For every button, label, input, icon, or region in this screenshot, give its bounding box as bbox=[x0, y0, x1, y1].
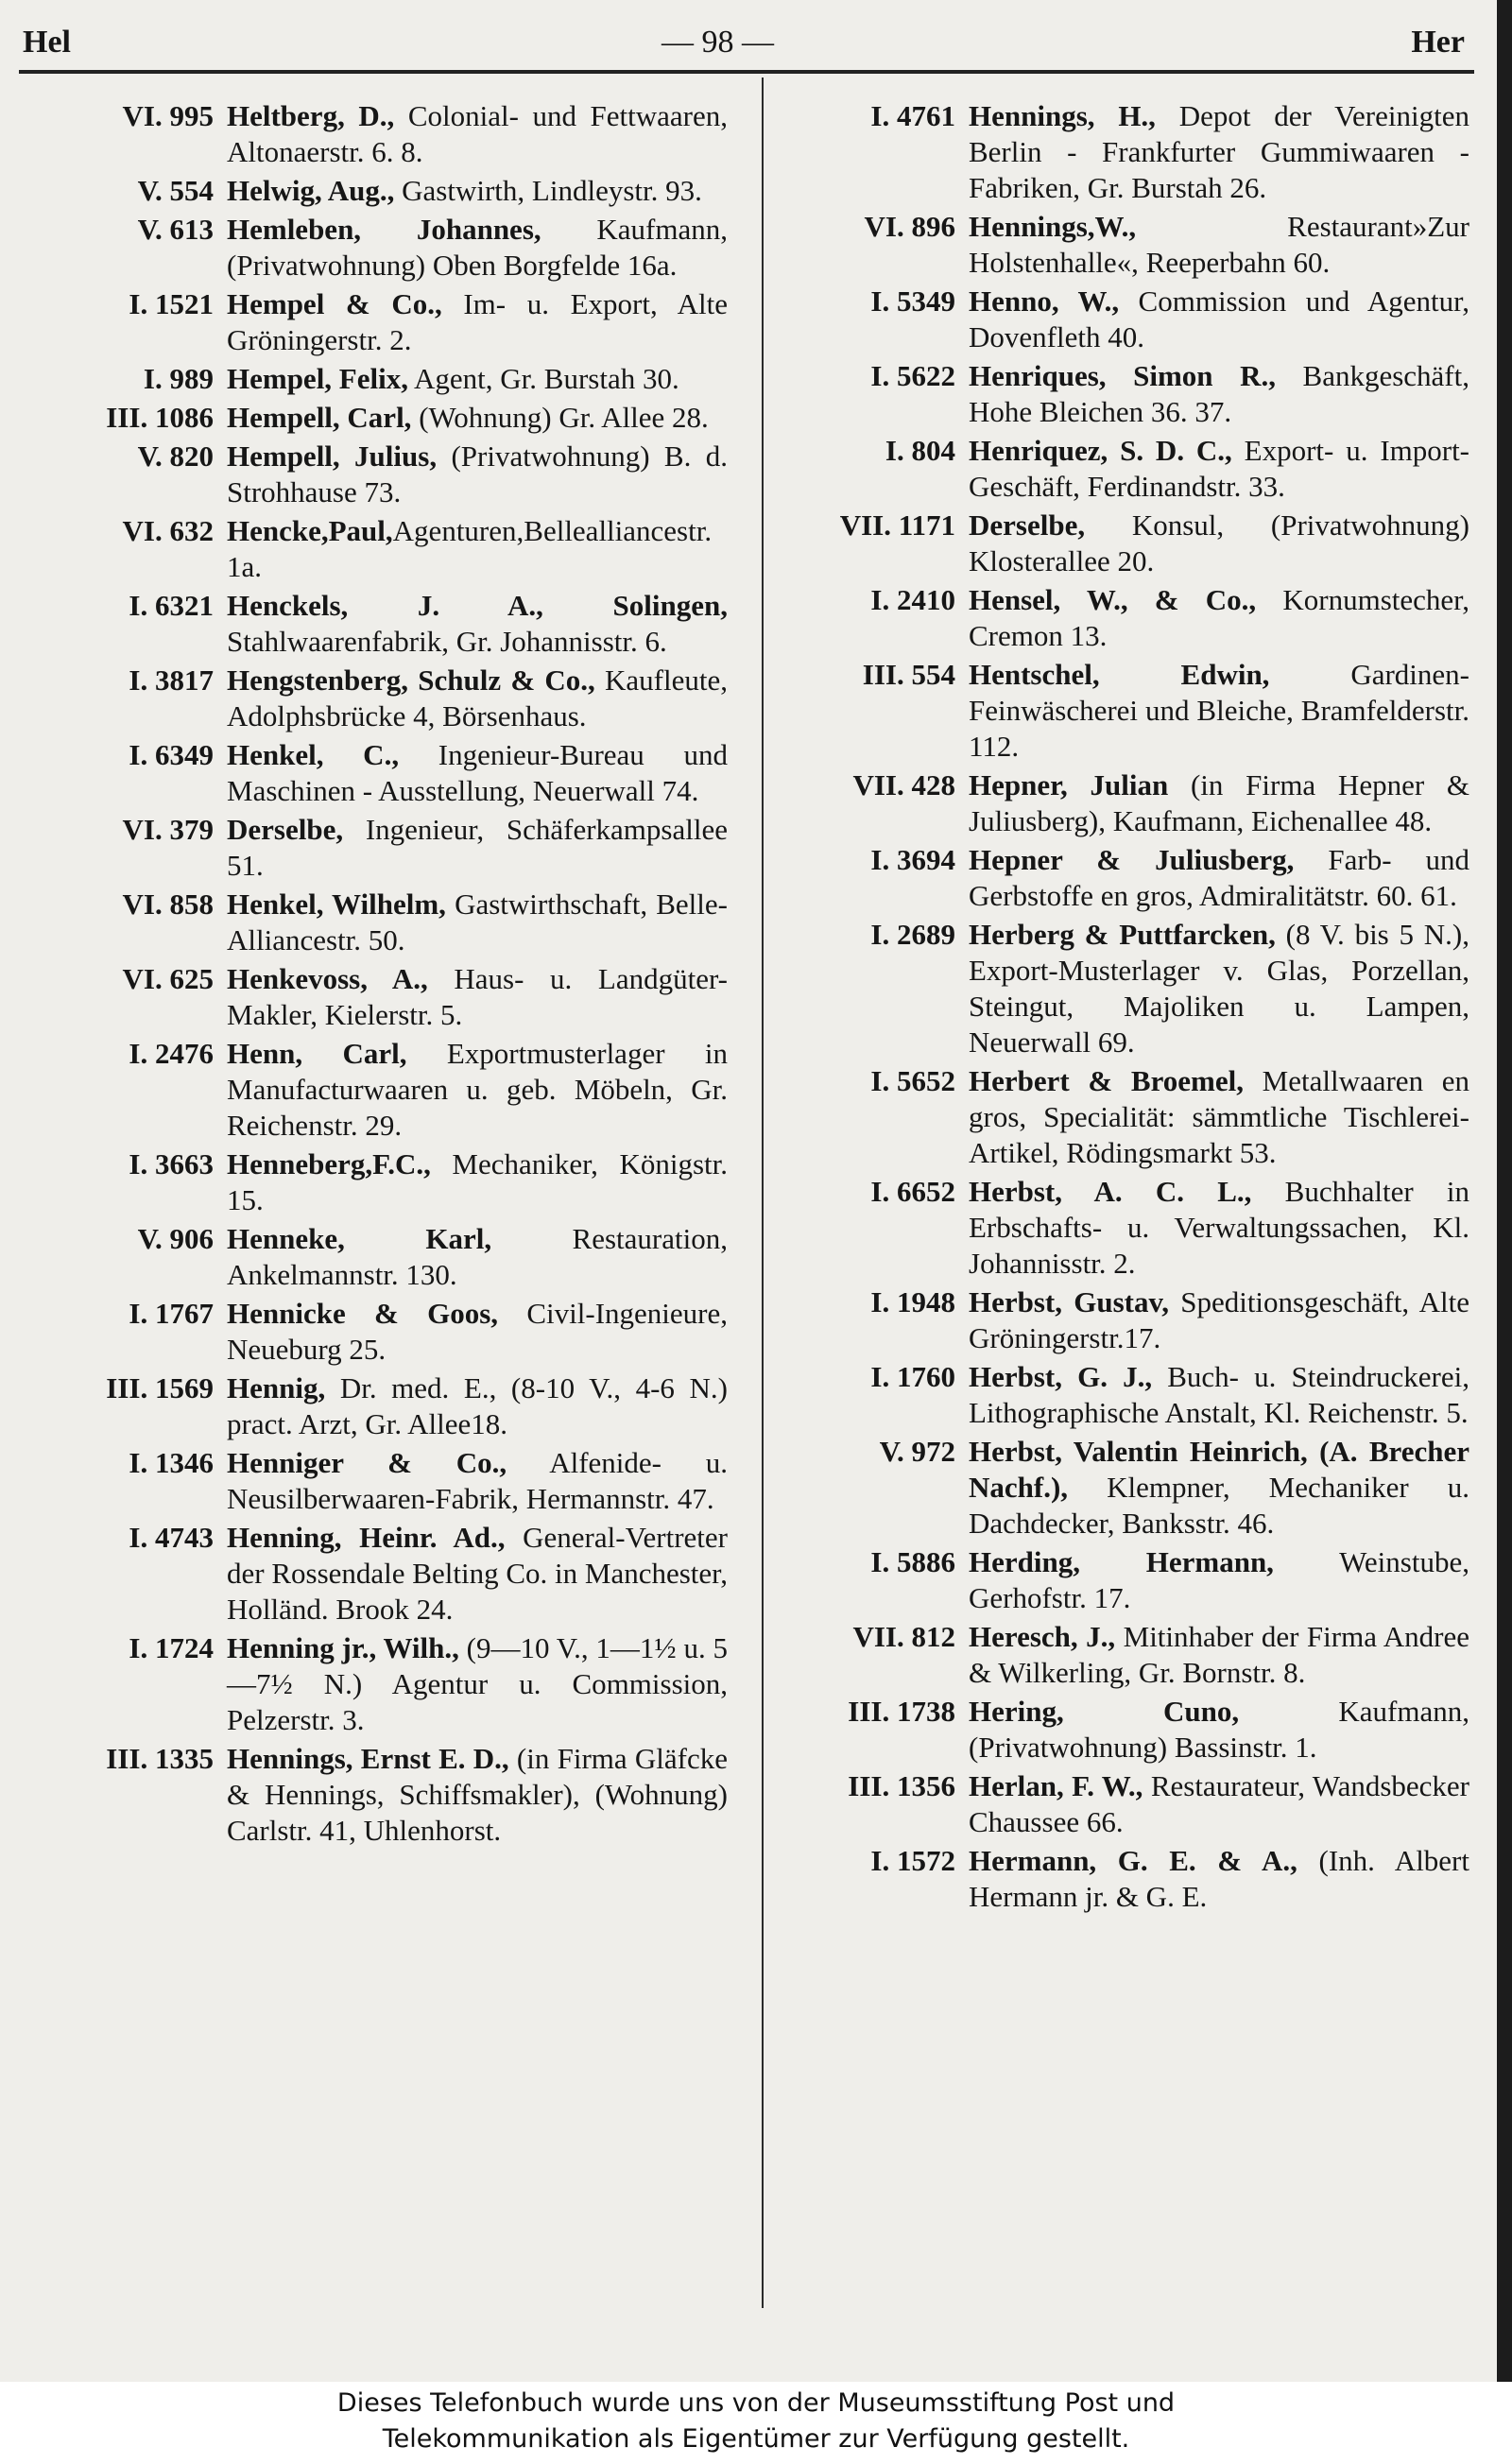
directory-entry bbox=[770, 508, 1469, 579]
directory-entry bbox=[28, 663, 728, 734]
phone-number: V. 554 bbox=[137, 174, 214, 207]
entry-details: Gastwirth, Lindleystr. 93. bbox=[394, 174, 702, 207]
entry-text bbox=[969, 284, 1469, 355]
entry-name: Herberg & Puttfarcken, bbox=[969, 918, 1276, 951]
directory-entry bbox=[770, 1619, 1469, 1691]
entry-name: Hering, Cuno, bbox=[969, 1695, 1240, 1728]
entry-details: Kaufmann, (Privatwohnung) Oben Borgfelde 16a. bbox=[227, 213, 729, 282]
entry-text bbox=[969, 508, 1469, 579]
directory-entry bbox=[28, 737, 728, 809]
entry-details: Ingenieur-Bureau und Maschinen - Ausstellung, Neuerwall 74. bbox=[227, 738, 728, 807]
entry-name: Henckels, J. A., Solingen, bbox=[227, 589, 728, 622]
entry-details: Konsul, (Privatwohnung) Klosterallee 20. bbox=[969, 508, 1469, 577]
entry-text bbox=[227, 361, 728, 397]
phone-number: III. 1086 bbox=[106, 401, 214, 434]
entry-details: Depot der Vereinigten Berlin - Frankfurter Gummiwaaren - Fabriken, Gr. Burstah 26. bbox=[969, 99, 1469, 204]
directory-entry bbox=[770, 582, 1469, 654]
phone-number: I. 1760 bbox=[870, 1360, 955, 1393]
entry-name: Hempel, Felix, bbox=[227, 362, 408, 395]
entry-text bbox=[227, 173, 728, 209]
directory-entry bbox=[770, 209, 1469, 281]
entry-details: Exportmusterlager in Manufacturwaaren u. geb. Möbeln, Gr. Reichenstr. 29. bbox=[227, 1037, 728, 1142]
phone-number: I. 804 bbox=[885, 434, 955, 467]
entry-text bbox=[227, 400, 728, 436]
entry-name: Hermann, G. E. & A., bbox=[969, 1844, 1297, 1877]
entry-details: Restauration, Ankelmannstr. 130. bbox=[227, 1222, 728, 1291]
entry-details: Farb- und Gerbstoffe en gros, Admiralitätstr. 60. 61. bbox=[969, 843, 1469, 912]
entry-text bbox=[227, 1036, 728, 1144]
phone-number: I. 1521 bbox=[129, 287, 214, 320]
entry-details: Gardinen-Feinwäscherei und Bleiche, Bramfelderstr. 112. bbox=[969, 658, 1470, 763]
phone-number: I. 5349 bbox=[870, 284, 955, 318]
entry-details: Commission und Agentur, Dovenfleth 40. bbox=[969, 284, 1470, 353]
phone-number: VI. 858 bbox=[122, 887, 214, 921]
entry-name: Henning, Heinr. Ad., bbox=[227, 1521, 506, 1554]
phone-number: V. 906 bbox=[137, 1222, 214, 1255]
entry-name: Henkevoss, A., bbox=[227, 962, 428, 995]
directory-entry bbox=[28, 1741, 728, 1849]
directory-entry bbox=[28, 361, 728, 397]
entry-name: Herbst, Valentin Heinrich, (A. Brecher Nachf.), bbox=[969, 1435, 1469, 1504]
directory-entry bbox=[28, 1036, 728, 1144]
entry-details: (Wohnung) Gr. Allee 28. bbox=[411, 401, 709, 434]
entry-text bbox=[227, 737, 728, 809]
phone-number: I. 1724 bbox=[129, 1631, 214, 1664]
entry-details: (8 V. bis 5 N.), Export-Musterlager v. Glas, Porzellan, Steingut, Majoliken u. Lampen, Neuerwall 69. bbox=[969, 918, 1470, 1059]
entry-details: Klempner, Mechaniker u. Dachdecker, Banksstr. 46. bbox=[969, 1471, 1469, 1540]
entry-name: Heltberg, D., bbox=[227, 99, 395, 132]
entry-text bbox=[227, 887, 728, 958]
entry-name: Henn, Carl, bbox=[227, 1037, 407, 1070]
directory-entry bbox=[28, 173, 728, 209]
directory-entry bbox=[28, 98, 728, 170]
directory-entry bbox=[770, 1284, 1469, 1356]
directory-entry bbox=[28, 439, 728, 510]
entry-text bbox=[969, 1359, 1469, 1431]
entry-text bbox=[969, 1694, 1469, 1766]
directory-entry bbox=[28, 887, 728, 958]
entry-text bbox=[227, 663, 728, 734]
directory-entry bbox=[770, 1843, 1469, 1915]
entry-name: Herbst, G. J., bbox=[969, 1360, 1153, 1393]
directory-entry bbox=[28, 812, 728, 884]
entry-text bbox=[227, 1221, 728, 1293]
entry-details: Restaurateur, Wandsbecker Chaussee 66. bbox=[969, 1769, 1469, 1838]
entry-details: (in Firma Hepner & Juliusberg), Kaufmann, Eichenallee 48. bbox=[969, 768, 1470, 837]
phone-number: III. 1738 bbox=[848, 1695, 955, 1728]
entry-details: Agenturen,Bellealliancestr. 1a. bbox=[227, 514, 713, 583]
left-column bbox=[28, 98, 728, 1852]
directory-entry bbox=[770, 284, 1469, 355]
entry-text bbox=[227, 1146, 728, 1218]
header-right-keyword: Her bbox=[1411, 25, 1465, 60]
directory-entry bbox=[28, 961, 728, 1033]
entry-details: (Inh. Albert Hermann jr. & G. E. bbox=[969, 1844, 1469, 1913]
entry-text bbox=[227, 1741, 728, 1849]
directory-entry bbox=[770, 98, 1469, 206]
entry-name: Henriquez, S. D. C., bbox=[969, 434, 1232, 467]
phone-number: VI. 632 bbox=[122, 514, 214, 547]
phone-number: I. 989 bbox=[143, 362, 214, 395]
entry-name: Henniger & Co., bbox=[227, 1446, 507, 1479]
phone-number: V. 613 bbox=[137, 213, 214, 246]
entry-text bbox=[227, 286, 728, 358]
entry-name: Hennings, H., bbox=[969, 99, 1156, 132]
entry-details: Colonial- und Fettwaaren, Altonaerstr. 6. 8. bbox=[227, 99, 728, 168]
phone-number: I. 2476 bbox=[129, 1037, 214, 1070]
entry-name: Hencke,Paul, bbox=[227, 514, 393, 547]
entry-details: Metallwaaren en gros, Specialität: sämmtliche Tischlerei-Artikel, Rödingsmarkt 53. bbox=[969, 1064, 1470, 1169]
directory-entry bbox=[28, 1146, 728, 1218]
directory-entry bbox=[28, 513, 728, 585]
directory-entry bbox=[28, 400, 728, 436]
entry-details: Agent, Gr. Burstah 30. bbox=[407, 362, 679, 395]
entry-name: Hempell, Carl, bbox=[227, 401, 412, 434]
entry-text bbox=[227, 98, 728, 170]
entry-text bbox=[969, 1174, 1469, 1282]
entry-name: Herlan, F. W., bbox=[969, 1769, 1143, 1802]
phone-number: VI. 625 bbox=[122, 962, 214, 995]
entry-details: Mitinhaber der Firma Andree & Wilkerling, Gr. Bornstr. 8. bbox=[969, 1620, 1469, 1689]
entry-name: Herbert & Broemel, bbox=[969, 1064, 1244, 1097]
entry-text bbox=[969, 98, 1469, 206]
entry-details: Weinstube, Gerhofstr. 17. bbox=[969, 1545, 1469, 1614]
entry-name: Hennicke & Goos, bbox=[227, 1297, 499, 1330]
entry-text bbox=[969, 1619, 1469, 1691]
phone-number: I. 1572 bbox=[870, 1844, 955, 1877]
entry-text bbox=[969, 657, 1469, 765]
entry-text bbox=[969, 1284, 1469, 1356]
phone-number: I. 2689 bbox=[870, 918, 955, 951]
entry-name: Herding, Hermann, bbox=[969, 1545, 1274, 1578]
phone-number: III. 1356 bbox=[848, 1769, 955, 1802]
entry-text bbox=[227, 439, 728, 510]
footer-line-2: Telekommunikation als Eigentümer zur Verfügung gestellt. bbox=[382, 2424, 1130, 2454]
entry-name: Hempel & Co., bbox=[227, 287, 442, 320]
phone-number: VI. 379 bbox=[122, 813, 214, 846]
entry-name: Derselbe, bbox=[969, 508, 1086, 542]
phone-number: I. 6321 bbox=[129, 589, 214, 622]
entry-name: Hemleben, Johannes, bbox=[227, 213, 541, 246]
phone-number: I. 6652 bbox=[870, 1175, 955, 1208]
entry-details: Im- u. Export, Alte Gröningerstr. 2. bbox=[227, 287, 728, 356]
footer-line-1: Dieses Telefonbuch wurde uns von der Museumsstiftung Post und bbox=[336, 2388, 1176, 2418]
page-edge-shadow bbox=[1497, 0, 1512, 2382]
phone-number: I. 3694 bbox=[870, 843, 955, 876]
entry-details: Bankgeschäft, Hohe Bleichen 36. 37. bbox=[969, 359, 1469, 428]
entry-text bbox=[227, 1445, 728, 1517]
entry-details: Alfenide- u. Neusilberwaaren-Fabrik, Hermannstr. 47. bbox=[227, 1446, 728, 1515]
entry-details: General-Vertreter der Rossendale Belting Co. in Manchester, Holländ. Brook 24. bbox=[227, 1521, 728, 1626]
entry-text bbox=[969, 842, 1469, 914]
directory-entry bbox=[770, 358, 1469, 430]
phone-number: V. 820 bbox=[137, 439, 214, 473]
entry-text bbox=[969, 1434, 1469, 1542]
entry-details: Gastwirthschaft, Belle-Alliancestr. 50. bbox=[227, 887, 728, 956]
entry-name: Hepner, Julian bbox=[969, 768, 1169, 801]
entry-details: Kaufmann, (Privatwohnung) Bassinstr. 1. bbox=[969, 1695, 1470, 1764]
directory-entry bbox=[28, 286, 728, 358]
entry-details: Speditionsgeschäft, Alte Gröningerstr.17. bbox=[969, 1285, 1469, 1354]
entry-name: Henno, W., bbox=[969, 284, 1120, 318]
directory-entry bbox=[28, 212, 728, 284]
phone-number: VII. 812 bbox=[852, 1620, 955, 1653]
entry-text bbox=[969, 1843, 1469, 1915]
entry-name: Hempell, Julius, bbox=[227, 439, 438, 473]
entry-name: Hentschel, Edwin, bbox=[969, 658, 1270, 691]
entry-name: Hennings, Ernst E. D., bbox=[227, 1742, 509, 1775]
entry-name: Henneke, Karl, bbox=[227, 1222, 492, 1255]
entry-name: Hengstenberg, Schulz & Co., bbox=[227, 663, 595, 697]
entry-text bbox=[227, 1296, 728, 1368]
directory-entry bbox=[770, 1174, 1469, 1282]
phone-number: I. 5652 bbox=[870, 1064, 955, 1097]
directory-entry bbox=[770, 917, 1469, 1060]
directory-entry bbox=[770, 1544, 1469, 1616]
entry-details: Ingenieur, Schäferkampsallee 51. bbox=[227, 813, 728, 882]
entry-name: Derselbe, bbox=[227, 813, 344, 846]
entry-text bbox=[969, 917, 1469, 1060]
directory-entry bbox=[28, 1296, 728, 1368]
entry-text bbox=[227, 961, 728, 1033]
entry-text bbox=[227, 513, 728, 585]
entry-details: Export- u. Import-Geschäft, Ferdinandstr. 33. bbox=[969, 434, 1470, 503]
entry-text bbox=[227, 588, 728, 660]
phone-number: VII. 428 bbox=[852, 768, 955, 801]
phone-number: I. 3663 bbox=[129, 1147, 214, 1180]
phone-number: I. 6349 bbox=[129, 738, 214, 771]
directory-entry bbox=[770, 1434, 1469, 1542]
directory-entry bbox=[770, 1768, 1469, 1840]
entry-name: Henning jr., Wilh., bbox=[227, 1631, 459, 1664]
header-left-keyword: Hel bbox=[23, 25, 71, 60]
entry-name: Hennig, bbox=[227, 1371, 326, 1404]
directory-entry bbox=[28, 1221, 728, 1293]
directory-entry bbox=[770, 1359, 1469, 1431]
entry-details: Kaufleute, Adolphsbrücke 4, Börsenhaus. bbox=[227, 663, 728, 732]
entry-name: Heresch, J., bbox=[969, 1620, 1116, 1653]
phone-number: I. 5622 bbox=[870, 359, 955, 392]
entry-text bbox=[969, 433, 1469, 505]
entry-details: (9—10 V., 1—1½ u. 5—7½ N.) Agentur u. Commission, Pelzerstr. 3. bbox=[227, 1631, 728, 1736]
page-header bbox=[0, 17, 1512, 74]
directory-entry bbox=[28, 1445, 728, 1517]
entry-details: Buchhalter in Erbschafts- u. Verwaltungssachen, Kl. Johannisstr. 2. bbox=[969, 1175, 1470, 1280]
footer-notice bbox=[0, 2382, 1512, 2464]
phone-number: VI. 896 bbox=[864, 210, 955, 243]
directory-entry bbox=[770, 433, 1469, 505]
entry-text bbox=[227, 1520, 728, 1628]
phone-number: VII. 1171 bbox=[839, 508, 955, 542]
entry-details: (Privatwohnung) B. d. Strohhause 73. bbox=[227, 439, 728, 508]
entry-details: Restaurant»Zur Holstenhalle«, Reeperbahn 60. bbox=[969, 210, 1469, 279]
directory-entry bbox=[770, 767, 1469, 839]
directory-entry bbox=[28, 588, 728, 660]
directory-entry bbox=[28, 1370, 728, 1442]
entry-text bbox=[969, 358, 1469, 430]
entry-details: Buch- u. Steindruckerei, Lithographische Anstalt, Kl. Reichenstr. 5. bbox=[969, 1360, 1470, 1429]
entry-name: Hepner & Juliusberg, bbox=[969, 843, 1295, 876]
directory-entry bbox=[770, 842, 1469, 914]
phone-number: I. 4743 bbox=[129, 1521, 214, 1554]
phone-number: I. 1948 bbox=[870, 1285, 955, 1318]
entry-name: Hensel, W., & Co., bbox=[969, 583, 1257, 616]
entry-details: Civil-Ingenieure, Neueburg 25. bbox=[227, 1297, 728, 1366]
entry-name: Henriques, Simon R., bbox=[969, 359, 1276, 392]
entry-name: Henneberg,F.C., bbox=[227, 1147, 431, 1180]
directory-entry bbox=[28, 1520, 728, 1628]
entry-name: Henkel, Wilhelm, bbox=[227, 887, 446, 921]
entry-text bbox=[969, 1063, 1469, 1171]
entry-text bbox=[969, 582, 1469, 654]
entry-name: Helwig, Aug., bbox=[227, 174, 395, 207]
entry-name: Henkel, C., bbox=[227, 738, 400, 771]
phone-number: III. 1335 bbox=[106, 1742, 214, 1775]
entry-name: Herbst, A. C. L., bbox=[969, 1175, 1252, 1208]
entry-text bbox=[227, 812, 728, 884]
directory-entry bbox=[28, 1630, 728, 1738]
phone-number: I. 1767 bbox=[129, 1297, 214, 1330]
phone-number: V. 972 bbox=[879, 1435, 955, 1468]
header-rule bbox=[19, 70, 1474, 74]
entry-name: Hennings,W., bbox=[969, 210, 1137, 243]
directory-entry bbox=[770, 1063, 1469, 1171]
entry-details: (in Firma Gläfcke & Hennings, Schiffsmakler), (Wohnung) Carlstr. 41, Uhlenhorst. bbox=[227, 1742, 728, 1847]
entry-details: Haus- u. Landgüter-Makler, Kielerstr. 5. bbox=[227, 962, 728, 1031]
page-number: — 98 — bbox=[662, 25, 774, 60]
entry-text bbox=[969, 1544, 1469, 1616]
entry-text bbox=[969, 209, 1469, 281]
entry-text bbox=[227, 212, 728, 284]
entry-details: Kornumstecher, Cremon 13. bbox=[969, 583, 1469, 652]
phone-number: VI. 995 bbox=[122, 99, 214, 132]
phone-number: III. 1569 bbox=[106, 1371, 214, 1404]
phone-number: I. 4761 bbox=[870, 99, 955, 132]
column-divider bbox=[762, 78, 764, 2308]
phone-number: I. 1346 bbox=[129, 1446, 214, 1479]
entry-text bbox=[969, 1768, 1469, 1840]
phone-number: I. 3817 bbox=[129, 663, 214, 697]
directory-entry bbox=[770, 1694, 1469, 1766]
entry-details: Mechaniker, Königstr. 15. bbox=[227, 1147, 728, 1216]
phone-number: III. 554 bbox=[862, 658, 955, 691]
right-column bbox=[770, 98, 1469, 1918]
phone-number: I. 2410 bbox=[870, 583, 955, 616]
entry-text bbox=[227, 1370, 728, 1442]
entry-details: Dr. med. E., (8-10 V., 4-6 N.) pract. Arzt, Gr. Allee18. bbox=[227, 1371, 728, 1440]
entry-text bbox=[227, 1630, 728, 1738]
directory-entry bbox=[770, 657, 1469, 765]
phone-number: I. 5886 bbox=[870, 1545, 955, 1578]
entry-text bbox=[969, 767, 1469, 839]
entry-details: Stahlwaarenfabrik, Gr. Johannisstr. 6. bbox=[227, 625, 667, 658]
entry-name: Herbst, Gustav, bbox=[969, 1285, 1169, 1318]
